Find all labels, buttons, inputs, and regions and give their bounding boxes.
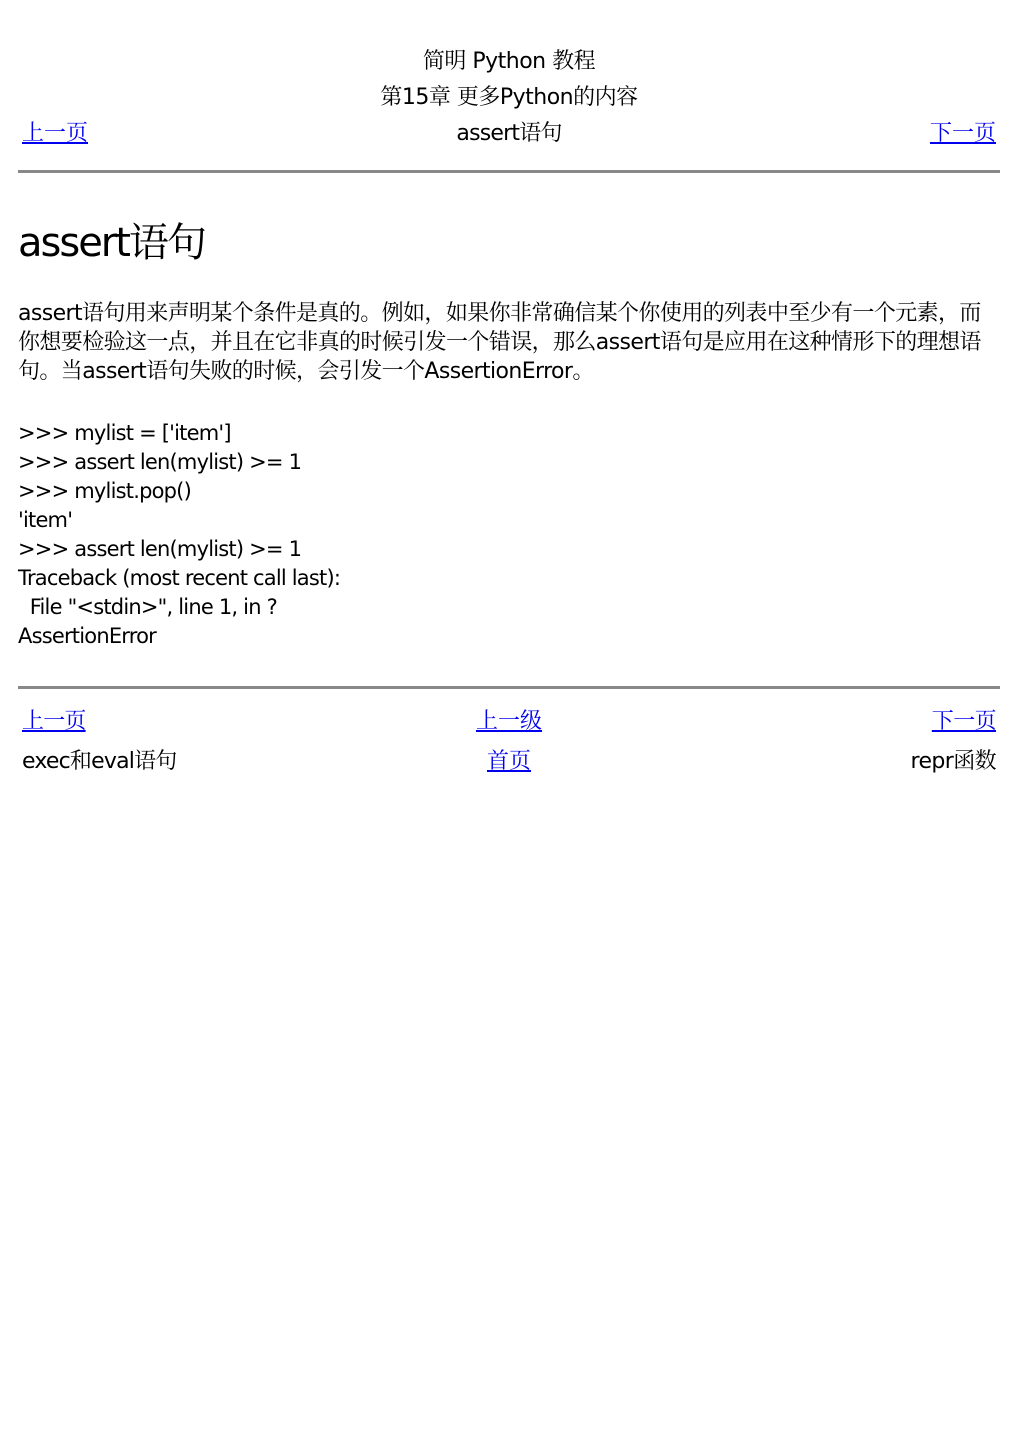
code-example <box>18 419 1000 651</box>
next-page-title: repr函数 <box>910 749 996 774</box>
code-line: AssertionError <box>18 624 157 648</box>
footer-nav-titles <box>18 742 1000 782</box>
header-prev-link[interactable]: 上一页 <box>22 121 89 146</box>
chapter-title: 第15章 更多Python的内容 <box>380 85 638 110</box>
code-line: >>> assert len(mylist) >= 1 <box>18 450 302 474</box>
footer-next-link[interactable]: 下一页 <box>931 709 996 734</box>
document-page <box>18 0 1000 782</box>
section-title: assert语句 <box>456 121 562 146</box>
footer-divider <box>18 686 1000 689</box>
section-paragraph: assert语句用来声明某个条件是真的。例如，如果你非常确信某个你使用的列表中至少有一个元素，而你想要检验这一点，并且在它非真的时候引发一个错误，那么assert语句是应用在这种情形下的理想语句。当assert语句失败的时候，会引发一个AssertionError。 <box>18 301 981 384</box>
header-nav <box>18 116 1000 152</box>
home-link[interactable]: 首页 <box>486 749 531 774</box>
footer-up-link[interactable]: 上一级 <box>475 709 542 734</box>
section-heading: assert语句 <box>18 220 205 266</box>
page-footer <box>18 702 1000 782</box>
code-line: >>> mylist = ['item'] <box>18 421 231 445</box>
footer-prev-link[interactable]: 上一页 <box>22 709 86 734</box>
footer-nav-links <box>18 702 1000 742</box>
code-line: Traceback (most recent call last): <box>18 566 341 590</box>
prev-page-title: exec和eval语句 <box>22 749 177 774</box>
book-title: 简明 Python 教程 <box>422 49 596 74</box>
header-divider <box>18 170 1000 173</box>
header-next-link[interactable]: 下一页 <box>929 121 996 146</box>
code-line: >>> mylist.pop() <box>18 479 191 503</box>
code-line: >>> assert len(mylist) >= 1 <box>18 537 302 561</box>
code-line: 'item' <box>18 508 73 532</box>
page-header <box>18 44 1000 152</box>
code-line: File "<stdin>", line 1, in ? <box>18 595 277 619</box>
